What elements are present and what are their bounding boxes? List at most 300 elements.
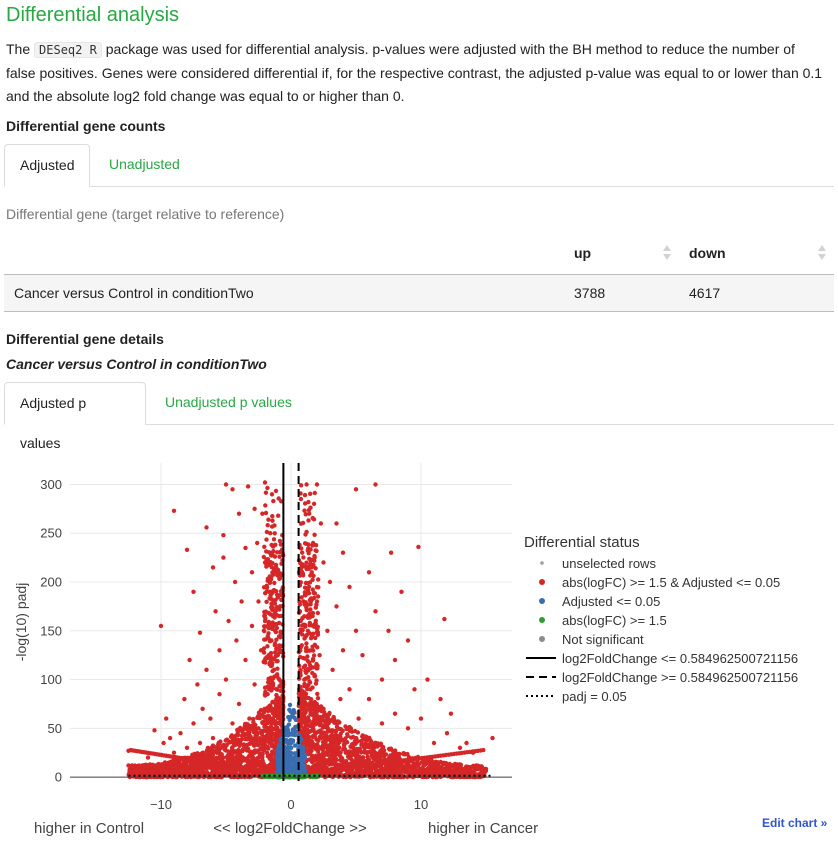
data-point [313, 674, 317, 678]
data-point [303, 501, 307, 505]
data-point [304, 692, 308, 696]
description-suffix: package was used for differential analysis. p-values were adjusted with the BH method to reduce the number of false positives. Genes were considered differential if, for the respective contrast, the adjusted p-value was equal to or lower than 0.1 and the absolute log2 fold change was equal to or higher than 0. [6, 41, 823, 104]
data-point [393, 658, 397, 662]
legend-item-label: padj = 0.05 [562, 689, 627, 704]
data-point [193, 769, 197, 773]
data-point [238, 726, 242, 730]
data-point [255, 742, 259, 746]
data-point [262, 610, 266, 614]
data-point [305, 654, 309, 658]
data-point [243, 722, 247, 726]
data-point [270, 570, 274, 574]
column-header-down[interactable] [679, 232, 834, 275]
data-point [247, 716, 251, 720]
data-point [276, 748, 280, 752]
data-point [316, 594, 320, 598]
data-point [312, 517, 316, 521]
data-point [306, 744, 310, 748]
data-point [272, 727, 276, 731]
data-point [303, 590, 307, 594]
data-point [263, 738, 267, 742]
data-point [306, 683, 310, 687]
edit-chart-link[interactable]: Edit chart » [762, 816, 828, 830]
data-point [314, 619, 318, 623]
counts-heading: Differential gene counts [6, 118, 166, 134]
data-point [146, 755, 150, 759]
legend-marker [539, 579, 545, 585]
sort-icon[interactable] [818, 245, 826, 261]
data-point [373, 757, 377, 761]
data-point [194, 754, 198, 758]
data-point [275, 659, 279, 663]
data-point [328, 580, 332, 584]
data-point [417, 762, 421, 766]
data-point [274, 489, 278, 493]
data-point [315, 692, 319, 696]
data-point [239, 599, 243, 603]
data-point [313, 758, 317, 762]
data-point [334, 521, 338, 525]
tab-unadjusted[interactable]: Unadjusted [109, 156, 180, 172]
data-point [262, 545, 266, 549]
data-point [217, 746, 221, 750]
data-point [301, 712, 305, 716]
data-point [285, 750, 289, 754]
data-point [299, 497, 303, 501]
data-point [230, 721, 234, 725]
data-point [327, 762, 331, 766]
data-point [312, 533, 316, 537]
data-point [224, 677, 228, 681]
data-point [265, 486, 269, 490]
data-point [277, 496, 281, 500]
data-point [250, 754, 254, 758]
data-point [217, 742, 221, 746]
data-point [230, 746, 234, 750]
data-point [221, 533, 225, 537]
data-point [256, 714, 260, 718]
data-point [266, 611, 270, 615]
x-axis-label-center: << log2FoldChange >> [213, 820, 367, 837]
y-tick-label: 300 [40, 476, 62, 492]
data-point [464, 766, 468, 770]
data-point [237, 702, 241, 706]
data-point [326, 729, 330, 733]
data-point [269, 638, 273, 642]
data-point [310, 570, 314, 574]
data-point [302, 684, 306, 688]
data-point [328, 742, 332, 746]
data-point [161, 741, 165, 745]
data-point [375, 742, 379, 746]
data-point [255, 541, 259, 545]
data-point [354, 487, 358, 491]
data-point [303, 700, 307, 704]
data-point [357, 759, 361, 763]
data-point [202, 751, 206, 755]
data-point [272, 674, 276, 678]
data-point [256, 726, 260, 730]
data-point [321, 760, 325, 764]
data-point [310, 645, 314, 649]
data-point [268, 764, 272, 768]
description-prefix: The [6, 41, 35, 57]
data-point [403, 770, 407, 774]
data-point [257, 761, 261, 765]
data-point [256, 599, 260, 603]
data-point [307, 679, 311, 683]
data-point [442, 617, 446, 621]
data-point [271, 553, 275, 557]
data-point [332, 717, 336, 721]
data-point [243, 658, 247, 662]
tab-adjusted[interactable]: Adjusted [4, 144, 90, 187]
data-point [316, 577, 320, 581]
data-point [445, 731, 449, 735]
data-point [260, 731, 264, 735]
data-point [327, 718, 331, 722]
data-point [242, 742, 246, 746]
data-point [308, 687, 312, 691]
data-point [303, 493, 307, 497]
data-point [234, 638, 238, 642]
data-point [321, 560, 325, 564]
data-point [271, 499, 275, 503]
data-point [378, 756, 382, 760]
data-point [427, 766, 431, 770]
data-point [267, 714, 271, 718]
data-point [380, 677, 384, 681]
data-point [168, 769, 172, 773]
data-point [248, 750, 252, 754]
details-subtitle: Cancer versus Control in conditionTwo [6, 356, 267, 372]
data-point [367, 570, 371, 574]
data-point [311, 541, 315, 545]
data-point [267, 590, 271, 594]
data-point [199, 764, 203, 768]
data-point [163, 766, 167, 770]
data-point [177, 761, 181, 765]
column-header-contrast [4, 232, 564, 275]
data-point [312, 596, 316, 600]
data-point [312, 502, 316, 506]
data-point [306, 518, 310, 522]
data-point [399, 763, 403, 767]
data-point [318, 715, 322, 719]
cell-contrast: Cancer versus Control in conditionTwo [4, 275, 564, 312]
data-point [217, 648, 221, 652]
data-point [316, 696, 320, 700]
legend-item-label: log2FoldChange <= 0.584962500721156 [562, 651, 799, 666]
data-point [275, 613, 279, 617]
data-point [250, 570, 254, 574]
data-point [262, 715, 266, 719]
data-point [178, 731, 182, 735]
data-point [316, 585, 320, 589]
plot-legend [524, 534, 798, 704]
data-point [365, 751, 369, 755]
data-point [307, 739, 311, 743]
data-point [242, 733, 246, 737]
cell-up: 3788 [564, 275, 679, 312]
data-point [274, 647, 278, 651]
data-point [272, 537, 276, 541]
data-point [411, 765, 415, 769]
legend-item-label: abs(logFC) >= 1.5 [562, 613, 667, 628]
data-point [252, 682, 256, 686]
data-point [263, 619, 267, 623]
data-point [368, 767, 372, 771]
data-point [308, 607, 312, 611]
data-point [172, 766, 176, 770]
data-point [266, 523, 270, 527]
data-point [218, 753, 222, 757]
data-point [384, 768, 388, 772]
plot-points [126, 480, 494, 779]
details-heading: Differential gene details [6, 331, 164, 347]
data-point [324, 713, 328, 717]
data-point [198, 631, 202, 635]
data-point [278, 604, 282, 608]
data-point [380, 721, 384, 725]
data-point [300, 689, 304, 693]
data-point [152, 728, 156, 732]
data-point [326, 721, 330, 725]
column-header-up[interactable] [564, 232, 679, 275]
x-tick-label: −10 [149, 797, 173, 812]
data-point [270, 519, 274, 523]
data-point [252, 507, 256, 511]
data-point [490, 736, 494, 740]
data-point [394, 764, 398, 768]
data-point [268, 580, 272, 584]
data-point [376, 771, 380, 775]
data-point [312, 704, 316, 708]
y-tick-label: 50 [47, 720, 62, 736]
data-point [277, 621, 281, 625]
data-point [367, 697, 371, 701]
data-point [306, 667, 310, 671]
data-point [335, 739, 339, 743]
data-point [300, 551, 304, 555]
data-point [387, 747, 391, 751]
data-point [204, 668, 208, 672]
data-point [309, 697, 313, 701]
data-point [278, 755, 282, 759]
data-point [274, 693, 278, 697]
data-point [471, 764, 475, 768]
data-point [290, 757, 294, 761]
counts-tabs [4, 144, 834, 187]
data-point [195, 682, 199, 686]
data-point [337, 745, 341, 749]
description [6, 38, 828, 108]
data-point [243, 737, 247, 741]
data-point [438, 697, 442, 701]
data-point [350, 753, 354, 757]
data-point [181, 763, 185, 767]
data-point [222, 745, 226, 749]
data-point [338, 697, 342, 701]
data-point [263, 624, 267, 628]
data-point [304, 719, 308, 723]
data-point [312, 554, 316, 558]
data-point [344, 750, 348, 754]
data-point [432, 741, 436, 745]
data-point [224, 482, 228, 486]
data-point [273, 641, 277, 645]
data-point [236, 752, 240, 756]
data-point [308, 663, 312, 667]
data-point [142, 763, 146, 767]
data-point [306, 616, 310, 620]
data-point [395, 769, 399, 773]
data-point [330, 750, 334, 754]
data-point [458, 746, 462, 750]
data-point [251, 760, 255, 764]
x-axis-label-left: higher in Control [34, 820, 145, 837]
data-point [227, 750, 231, 754]
data-point [228, 740, 232, 744]
volcano-plot[interactable] [0, 440, 838, 840]
data-point [269, 621, 273, 625]
data-point [206, 747, 210, 751]
data-point [357, 755, 361, 759]
data-point [182, 697, 186, 701]
data-point [313, 491, 317, 495]
data-point [260, 512, 264, 516]
data-point [305, 727, 309, 731]
data-point [231, 758, 235, 762]
data-point [302, 508, 306, 512]
data-point [307, 591, 311, 595]
data-point [314, 744, 318, 748]
data-point [412, 687, 416, 691]
data-point [313, 591, 317, 595]
data-point [217, 692, 221, 696]
data-point [307, 766, 311, 770]
data-point [225, 755, 229, 759]
data-point [339, 727, 343, 731]
data-point [307, 512, 311, 516]
data-point [263, 660, 267, 664]
tab-unadjusted-p-values[interactable]: Unadjusted p values [165, 394, 292, 410]
data-point [363, 745, 367, 749]
data-point [270, 661, 274, 665]
tab-adjusted-p-values[interactable]: Adjusted p values [4, 382, 146, 425]
data-point [211, 743, 215, 747]
sort-icon[interactable] [663, 245, 671, 261]
data-point [353, 729, 357, 733]
data-point [403, 765, 407, 769]
data-point [416, 545, 420, 549]
data-point [464, 741, 468, 745]
legend-item-label: log2FoldChange >= 0.584962500721156 [562, 670, 799, 685]
data-point [306, 629, 310, 633]
data-point [211, 736, 215, 740]
data-point [274, 638, 278, 642]
data-point [185, 746, 189, 750]
data-point [345, 740, 349, 744]
data-point [354, 740, 358, 744]
package-code: DESeq2 R [34, 42, 102, 58]
data-point [276, 716, 280, 720]
data-point [363, 767, 367, 771]
data-point [262, 585, 266, 589]
table-header-row [4, 232, 834, 275]
data-point [321, 725, 325, 729]
data-point [198, 741, 202, 745]
data-point [373, 609, 377, 613]
data-point [394, 752, 398, 756]
data-point [389, 767, 393, 771]
data-point [255, 756, 259, 760]
data-point [312, 653, 316, 657]
data-point [310, 578, 314, 582]
y-tick-label: 150 [40, 623, 62, 639]
data-point [191, 590, 195, 594]
data-point [364, 759, 368, 763]
data-point [264, 656, 268, 660]
data-point [373, 482, 377, 486]
data-point [266, 631, 270, 635]
y-tick-label: 100 [40, 672, 62, 688]
data-point [240, 737, 244, 741]
data-point [347, 585, 351, 589]
data-point [208, 716, 212, 720]
data-point [308, 506, 312, 510]
data-point [314, 549, 318, 553]
y-tick-label: 200 [40, 574, 62, 590]
data-point [250, 624, 254, 628]
data-point [262, 710, 266, 714]
data-point [312, 716, 316, 720]
data-point [310, 722, 314, 726]
data-point [270, 565, 274, 569]
data-point [349, 735, 353, 739]
data-point [167, 762, 171, 766]
data-point [276, 514, 280, 518]
data-point [168, 736, 172, 740]
data-point [263, 560, 267, 564]
data-point [311, 764, 315, 768]
data-point [315, 599, 319, 603]
data-point [311, 658, 315, 662]
legend-item-label: abs(logFC) >= 1.5 & Adjusted <= 0.05 [562, 575, 781, 590]
data-point [341, 648, 345, 652]
data-point [265, 644, 269, 648]
data-point [234, 733, 238, 737]
data-point [354, 629, 358, 633]
data-point [265, 692, 269, 696]
data-point [323, 719, 327, 723]
cell-down: 4617 [679, 275, 834, 312]
data-point [299, 724, 303, 728]
data-point [484, 767, 488, 771]
data-point [300, 761, 304, 765]
data-point [270, 524, 274, 528]
data-point [263, 686, 267, 690]
data-point [224, 738, 228, 742]
data-point [287, 741, 291, 745]
data-point [328, 736, 332, 740]
data-point [267, 550, 271, 554]
data-point [381, 745, 385, 749]
data-point [306, 581, 310, 585]
data-point [311, 734, 315, 738]
data-point [320, 754, 324, 758]
data-point [271, 700, 275, 704]
